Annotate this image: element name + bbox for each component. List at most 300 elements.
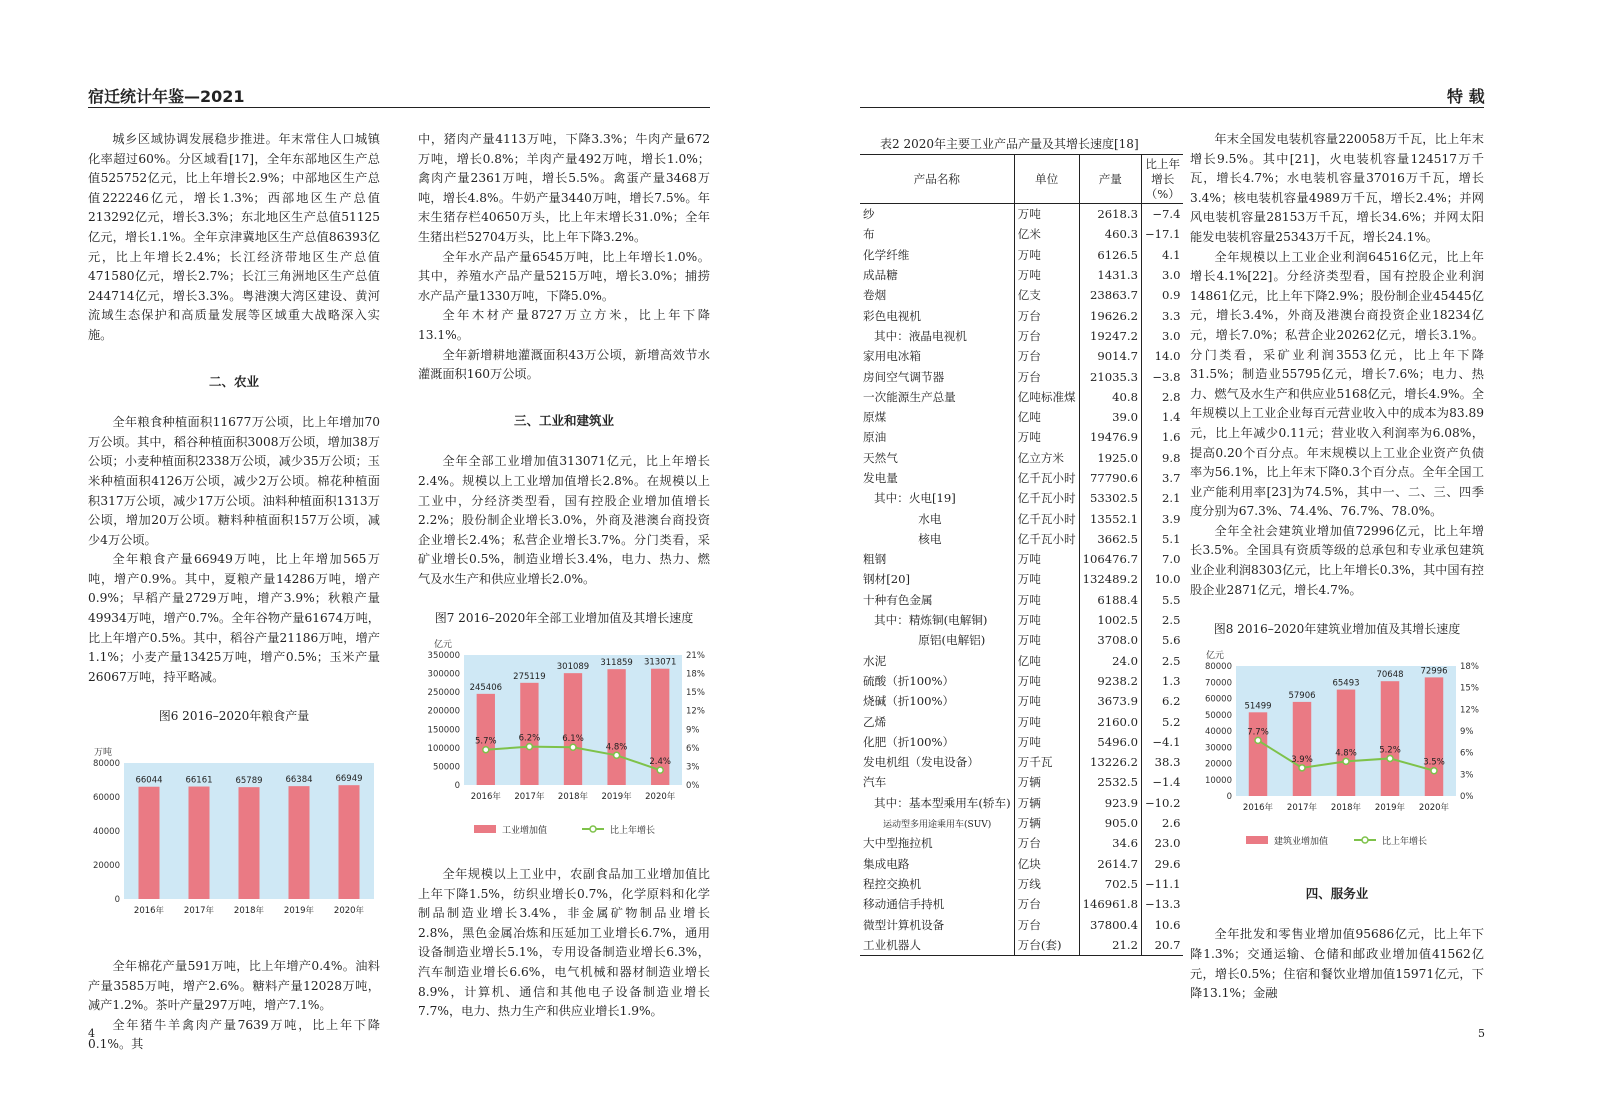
chart-svg [1190, 648, 1484, 858]
table-row [860, 285, 1183, 305]
bar [1381, 681, 1399, 796]
cell-growth: −17.1 [1144, 227, 1181, 242]
figure-caption: 图6 2016–2020年粮食产量 [158, 709, 310, 724]
cell-output: 146961.8 [1079, 894, 1141, 914]
growth-data-label: 5.2% [1379, 745, 1401, 756]
cell-product-name: 水电 [863, 511, 942, 526]
bar [607, 669, 625, 785]
cell-unit: 万台 [1014, 346, 1079, 366]
legend-bar-swatch [1246, 836, 1268, 844]
cell-output: 3708.0 [1079, 630, 1141, 650]
table-row [860, 833, 1183, 853]
y-tick-label: 50000 [432, 762, 460, 773]
table-row [860, 752, 1183, 772]
cell-unit: 万吨 [1014, 245, 1079, 265]
y-tick-label: 70000 [1204, 678, 1232, 689]
header-rule-left [88, 107, 710, 108]
paragraph: 全年全社会建筑业增加值72996亿元，比上年增长3.5%。全国具有资质等级的总承包和专业承包建筑业企业利润8303亿元，比上年增长0.3%，其中国有控股企业2871亿元，增长4.7%。 [1190, 523, 1484, 597]
paragraph: 全年批发和零售业增加值95686亿元，比上年下降1.3%；交通运输、仓储和邮政业增加值41562亿元，增长0.5%；住宿和餐饮业增加值15971亿元，下降13.1%；金融 [1190, 927, 1484, 1001]
growth-point [1255, 737, 1261, 743]
growth-data-label: 4.8% [1335, 748, 1357, 759]
chart-svg [418, 637, 710, 847]
y2-tick-label: 6% [1460, 748, 1474, 759]
cell-growth: 29.6 [1154, 856, 1181, 871]
cell-output: 106476.7 [1079, 549, 1141, 569]
y-tick-label: 0 [454, 781, 460, 792]
cell-output: 3673.9 [1079, 691, 1141, 711]
y2-tick-label: 12% [686, 706, 705, 717]
cell-growth: −4.1 [1152, 734, 1181, 749]
x-tick-label: 2016年 [1242, 802, 1274, 813]
bar [289, 786, 310, 899]
legend-line-marker [1362, 837, 1368, 843]
y-tick-label: 50000 [1204, 710, 1232, 721]
cell-growth: 10.6 [1154, 917, 1181, 932]
cell-product-name: 运动型多用途乘用车(SUV) [863, 819, 992, 830]
bar-data-label: 301089 [556, 662, 590, 673]
y-tick-label: 0 [1226, 791, 1232, 802]
header-rule-right [860, 107, 1484, 108]
cell-unit: 万辆 [1014, 793, 1079, 813]
table-row [860, 529, 1183, 549]
cell-unit: 亿千瓦小时 [1014, 529, 1079, 549]
y2-tick-label: 3% [686, 762, 700, 773]
y2-tick-label: 3% [1460, 770, 1474, 781]
cell-product-name: 钢材[20] [863, 572, 910, 587]
paragraph: 年末全国发电装机容量220058万千瓦，比上年末增长9.5%。其中[21]，火电装机容量124517万千瓦，增长4.7%；水电装机容量37016万千瓦，增长3.4%；核电装机容量4989万千瓦，增长2.4%；并网风电装机容量28153万千瓦，增长34.6%；并网太阳能发电装机容量25343万千瓦，增长24.1%。 [1190, 132, 1484, 244]
cell-growth: 3.0 [1162, 328, 1181, 343]
y-axis-unit: 万吨 [94, 748, 113, 759]
cell-growth: 3.0 [1162, 268, 1181, 283]
cell-output: 702.5 [1079, 874, 1141, 894]
growth-data-label: 4.8% [605, 742, 628, 753]
cell-unit: 万吨 [1014, 569, 1079, 589]
cell-output: 39.0 [1079, 407, 1141, 427]
legend-bar-swatch [474, 825, 496, 833]
cell-growth: −3.8 [1152, 369, 1181, 384]
cell-output: 40.8 [1079, 387, 1141, 407]
growth-data-label: 7.7% [1247, 727, 1269, 738]
cell-product-name: 发电量 [863, 471, 898, 485]
page-number-right: 5 [1478, 1027, 1485, 1040]
figure-caption: 图8 2016–2020年建筑业增加值及其增长速度 [1213, 622, 1461, 637]
paragraph: 全年全部工业增加值313071亿元，比上年增长2.4%。规模以上工业增加值增长2.8%。在规模以上工业中，分经济类型看，国有控股企业增加值增长2.2%；股份制企业增长3.0%，外商及港澳台商投资企业增长2.4%；私营企业增长3.7%。分门类看，采矿业增长0.5%，制造业增长3.4%，电力、热力、燃气及水生产和供应业增长2.0%。 [418, 454, 710, 586]
cell-unit: 万吨 [1014, 590, 1079, 610]
cell-product-name: 其中：火电[19] [863, 491, 956, 506]
section-heading: 三、工业和建筑业 [513, 412, 614, 428]
cell-product-name: 硫酸（折100%） [863, 673, 955, 688]
cell-output: 6188.4 [1079, 590, 1141, 610]
bar [239, 787, 260, 899]
growth-point [1431, 768, 1437, 774]
x-tick-label: 2019年 [601, 792, 632, 803]
y-tick-label: 20000 [92, 861, 120, 872]
cell-growth: 2.1 [1162, 491, 1181, 506]
table-row [860, 914, 1183, 934]
cell-growth: 5.2 [1162, 714, 1181, 729]
table-row [860, 691, 1183, 711]
col-header-growth: 比上年增长（%） [1141, 155, 1183, 204]
growth-data-label: 5.7% [474, 736, 497, 747]
y2-tick-label: 15% [686, 688, 705, 699]
cell-product-name: 天然气 [863, 450, 898, 465]
cell-output: 9014.7 [1079, 346, 1141, 366]
cell-product-name: 纱 [863, 207, 875, 222]
table-row [860, 387, 1183, 407]
cell-product-name: 工业机器人 [860, 935, 1014, 956]
cell-product-name: 房间空气调节器 [863, 369, 945, 384]
y-tick-label: 200000 [427, 706, 460, 717]
running-header-right: 特 载 [1447, 87, 1485, 106]
cell-unit: 万吨 [1014, 610, 1079, 630]
cell-unit: 亿吨 [1014, 651, 1079, 671]
bar-data-label: 65789 [235, 776, 263, 787]
cell-output: 1431.3 [1079, 265, 1141, 285]
legend-bar-label: 工业增加值 [502, 826, 548, 837]
cell-product-name: 原煤 [863, 410, 887, 425]
cell-unit: 万吨 [1014, 204, 1079, 225]
cell-unit: 万吨 [1014, 630, 1079, 650]
cell-unit: 亿米 [1014, 224, 1079, 244]
table-row [860, 874, 1183, 894]
cell-output: 460.3 [1079, 224, 1141, 244]
x-tick-label: 2020年 [333, 906, 365, 917]
cell-product-name: 汽车 [863, 775, 887, 790]
table-row [860, 427, 1183, 447]
growth-point [614, 752, 620, 758]
running-header-left: 宿迁统计年鉴—2021 [88, 87, 245, 106]
cell-product-name: 化肥（折100%） [863, 734, 955, 749]
chart-fig7 [418, 637, 710, 847]
paragraph: 中，猪肉产量4113万吨，下降3.3%；牛肉产量672万吨，增长0.8%；羊肉产量492万吨，增长1.0%；禽肉产量2361万吨，增长5.5%。禽蛋产量3468万吨，增长4.8%。牛奶产量3440万吨，增长7.5%。年末生猪存栏40650万头，比上年末增长31.0%；全年生猪出栏52704万头，比上年下降3.2%。 [418, 132, 710, 244]
cell-unit: 亿千瓦小时 [1014, 508, 1079, 528]
cell-output: 24.0 [1079, 651, 1141, 671]
y-axis-unit: 亿元 [1206, 650, 1225, 661]
y-tick-label: 10000 [1204, 775, 1232, 786]
y-tick-label: 250000 [427, 688, 460, 699]
bar [1293, 702, 1311, 796]
y2-tick-label: 18% [686, 669, 705, 680]
cell-output: 132489.2 [1079, 569, 1141, 589]
cell-unit: 亿块 [1014, 854, 1079, 874]
table-row [860, 326, 1183, 346]
cell-product-name: 原油 [863, 430, 887, 445]
y-tick-label: 60000 [92, 793, 120, 804]
legend-line-marker [590, 826, 596, 832]
x-tick-label: 2019年 [283, 906, 315, 917]
table-row [860, 549, 1183, 569]
cell-unit: 亿千瓦小时 [1014, 468, 1079, 488]
cell-growth: 23.0 [1154, 836, 1181, 851]
y-tick-label: 80000 [1204, 661, 1232, 672]
x-tick-label: 2016年 [133, 906, 165, 917]
paragraph: 全年新增耕地灌溉面积43万公顷，新增高效节水灌溉面积160万公顷。 [418, 347, 710, 382]
cell-growth: 38.3 [1154, 755, 1181, 770]
y-tick-label: 40000 [92, 827, 120, 838]
table-row [860, 265, 1183, 285]
cell-unit: 万台 [1014, 894, 1079, 914]
cell-product-name: 大中型拖拉机 [863, 836, 933, 851]
cell-unit: 万千瓦 [1014, 752, 1079, 772]
table-row [860, 772, 1183, 792]
y2-tick-label: 18% [1460, 661, 1479, 672]
x-tick-label: 2019年 [1374, 802, 1406, 813]
cell-growth: 2.6 [1162, 816, 1181, 831]
product-output-table [860, 154, 1183, 956]
table-row [860, 630, 1183, 650]
cell-unit: 万台 [1014, 326, 1079, 346]
table-row [860, 488, 1183, 508]
cell-product-name: 烧碱（折100%） [863, 694, 955, 709]
section-heading: 二、农业 [208, 373, 259, 389]
y2-tick-label: 15% [1460, 683, 1479, 694]
cell-output: 2618.3 [1079, 204, 1141, 225]
cell-output: 9238.2 [1079, 671, 1141, 691]
bar [564, 673, 582, 785]
bar-data-label: 66384 [285, 775, 313, 786]
cell-product-name: 核电 [863, 531, 942, 546]
cell-unit: 万吨 [1014, 711, 1079, 731]
cell-output: 6126.5 [1079, 245, 1141, 265]
cell-output: 77790.6 [1079, 468, 1141, 488]
cell-output: 23863.7 [1079, 285, 1141, 305]
cell-unit: 万台 [1014, 914, 1079, 934]
cell-unit: 亿吨 [1014, 407, 1079, 427]
table-row [860, 590, 1183, 610]
bar-data-label: 275119 [513, 671, 546, 682]
cell-output: 21035.3 [1079, 366, 1141, 386]
legend-line-label: 比上年增长 [610, 826, 656, 837]
cell-product-name: 家用电冰箱 [863, 349, 921, 364]
cell-growth: 3.3 [1162, 308, 1181, 323]
x-tick-label: 2017年 [1286, 802, 1318, 813]
x-tick-label: 2020年 [645, 792, 676, 803]
cell-product-name: 卷烟 [863, 288, 887, 303]
bar [1337, 689, 1355, 795]
table-row [860, 407, 1183, 427]
table-row [860, 245, 1183, 265]
growth-point [1299, 765, 1305, 771]
cell-growth: 5.5 [1162, 592, 1181, 607]
growth-point [570, 744, 576, 750]
cell-growth: 9.8 [1162, 450, 1181, 465]
y2-tick-label: 0% [1460, 791, 1474, 802]
cell-output: 19476.9 [1079, 427, 1141, 447]
legend-bar-label: 建筑业增加值 [1274, 836, 1329, 847]
bar-data-label: 313071 [643, 657, 677, 668]
table-row [860, 224, 1183, 244]
cell-unit: 万吨 [1014, 265, 1079, 285]
cell-growth: 2.8 [1162, 389, 1181, 404]
cell-growth: 2.5 [1162, 653, 1181, 668]
table-row [860, 508, 1183, 528]
bar [1425, 677, 1443, 796]
cell-unit: 万辆 [1014, 813, 1079, 833]
bar-data-label: 66044 [135, 775, 163, 786]
section-heading: 四、服务业 [1305, 885, 1369, 901]
cell-output: 5496.0 [1079, 732, 1141, 752]
cell-output: 923.9 [1079, 793, 1141, 813]
cell-product-name: 布 [863, 227, 875, 242]
bar-data-label: 66161 [185, 775, 213, 786]
table-row [860, 793, 1183, 813]
x-tick-label: 2017年 [183, 906, 215, 917]
cell-growth: −11.1 [1144, 876, 1181, 891]
cell-output: 19626.2 [1079, 305, 1141, 325]
text-column-2 [418, 130, 710, 1022]
table-title: 表2 2020年主要工业产品产量及其增长速度[18] [880, 137, 1139, 151]
cell-unit: 万吨 [1014, 549, 1079, 569]
cell-growth: −7.4 [1152, 207, 1181, 222]
col-header-output: 产量 [1079, 155, 1141, 204]
y2-tick-label: 9% [1460, 726, 1474, 737]
bar [189, 787, 210, 899]
cell-growth: 7.0 [1162, 552, 1181, 567]
cell-unit: 万台 [1014, 305, 1079, 325]
growth-point [1387, 755, 1393, 761]
bar-data-label: 51499 [1244, 701, 1272, 712]
growth-point [1343, 758, 1349, 764]
cell-unit: 亿吨标准煤 [1014, 387, 1079, 407]
cell-unit: 亿支 [1014, 285, 1079, 305]
cell-output: 13226.2 [1079, 752, 1141, 772]
cell-product-name: 原铝(电解铝) [863, 633, 986, 648]
y-axis-unit: 亿元 [434, 640, 453, 651]
x-tick-label: 2020年 [1418, 802, 1450, 813]
bar [1249, 712, 1267, 796]
cell-product-name: 其中：精炼铜(电解铜) [863, 613, 988, 628]
cell-output: 53302.5 [1079, 488, 1141, 508]
bar-data-label: 72996 [1420, 666, 1448, 677]
y-tick-label: 20000 [1204, 759, 1232, 770]
bar-data-label: 311859 [600, 658, 633, 669]
cell-product-name: 乙烯 [863, 714, 887, 729]
table-row [860, 569, 1183, 589]
cell-growth: 4.1 [1162, 247, 1181, 262]
cell-growth: 0.9 [1162, 288, 1181, 303]
paragraph: 全年水产品产量6545万吨，比上年增长1.0%。其中，养殖水产品产量5215万吨，增长3.0%；捕捞水产品产量1330万吨，下降5.0%。 [418, 249, 710, 303]
table-row [860, 671, 1183, 691]
figure-caption: 图7 2016–2020年全部工业增加值及其增长速度 [434, 611, 694, 626]
text-column-1 [88, 130, 380, 1055]
table-row [860, 305, 1183, 325]
growth-point [526, 744, 532, 750]
x-tick-label: 2018年 [1330, 802, 1362, 813]
cell-output: 2614.7 [1079, 854, 1141, 874]
y-tick-label: 300000 [427, 669, 460, 680]
paragraph: 全年木材产量8727万立方米，比上年下降13.1%。 [418, 308, 710, 342]
cell-product-name: 彩色电视机 [863, 308, 921, 323]
paragraph: 全年规模以上工业中，农副食品加工业增加值比上年下降1.5%，纺织业增长0.7%，化学原料和化学制品制造业增长3.4%，非金属矿物制品业增长2.8%，黑色金属冶炼和压延加工业增长6.7%，通用设备制造业增长5.1%，专用设备制造业增长6.3%，汽车制造业增长6.6%，电气机械和器材制造业增长8.9%，计算机、通信和其他电子设备制造业增长7.7%，电力、热力生产和供应业增长1.9%。 [418, 867, 710, 1019]
cell-growth: 1.6 [1162, 430, 1181, 445]
paragraph: 全年棉花产量591万吨，比上年增产0.4%。油料产量3585万吨，增产2.6%。糖料产量12028万吨，减产1.2%。茶叶产量297万吨，增产7.1%。 [88, 959, 380, 1013]
cell-product-name: 成品糖 [863, 268, 898, 283]
cell-unit: 万吨 [1014, 427, 1079, 447]
cell-growth: −1.4 [1152, 775, 1181, 790]
y-tick-label: 150000 [427, 725, 460, 736]
x-tick-label: 2018年 [557, 792, 589, 803]
table-row [860, 346, 1183, 366]
cell-output: 2160.0 [1079, 711, 1141, 731]
table-row [860, 732, 1183, 752]
cell-product-name: 一次能源生产总量 [863, 389, 956, 404]
table-row [860, 935, 1183, 956]
cell-growth: 3.7 [1162, 471, 1181, 485]
paragraph: 全年粮食产量66949万吨，比上年增加565万吨，增产0.9%。其中，夏粮产量14286万吨，增产0.9%；早稻产量2729万吨，增产3.9%；秋粮产量49934万吨，增产0.7%。全年谷物产量61674万吨，比上年增产0.5%。其中，稻谷产量21186万吨，增产1.1%；小麦产量13425万吨，增产0.5%；玉米产量26067万吨，持平略减。 [88, 552, 380, 684]
cell-unit: 万辆 [1014, 772, 1079, 792]
cell-output: 1002.5 [1079, 610, 1141, 630]
page-number-left: 4 [88, 1027, 95, 1040]
cell-unit: 亿千瓦小时 [1014, 488, 1079, 508]
text-column-4 [1190, 130, 1484, 1004]
chart-fig8 [1190, 648, 1484, 858]
y-tick-label: 100000 [427, 743, 460, 754]
cell-product-name: 粗钢 [863, 552, 887, 567]
table-row [860, 468, 1183, 488]
cell-output: 21.2 [1079, 935, 1141, 956]
growth-data-label: 6.1% [562, 734, 584, 745]
cell-unit: 万台(套) [1014, 935, 1079, 956]
x-tick-label: 2018年 [233, 906, 265, 917]
table-row [860, 894, 1183, 914]
cell-output: 2532.5 [1079, 772, 1141, 792]
col-header-name: 产品名称 [860, 155, 1014, 204]
table-row [860, 854, 1183, 874]
cell-growth: 5.1 [1162, 531, 1181, 546]
growth-data-label: 3.9% [1291, 754, 1313, 765]
col-header-unit: 单位 [1014, 155, 1079, 204]
cell-growth: −10.2 [1144, 795, 1181, 810]
table-row [860, 651, 1183, 671]
x-tick-label: 2016年 [470, 792, 501, 803]
cell-growth: 6.2 [1162, 694, 1181, 709]
table-row [860, 610, 1183, 630]
cell-product-name: 移动通信手持机 [863, 897, 945, 912]
bar-data-label: 70648 [1376, 670, 1404, 681]
paragraph: 全年规模以上工业企业利润64516亿元，比上年增长4.1%[22]。分经济类型看，国有控股企业利润14861亿元，比上年下降2.9%；股份制企业45445亿元，增长3.4%，外商及港澳台商投资企业18234亿元，增长7.0%；私营企业20262亿元，增长3.1%。分门类看，采矿业利润3553亿元，比上年下降31.5%；制造业55795亿元，增长7.6%；电力、热力、燃气及水生产和供应业5168亿元，增长4.9%。全年规模以上工业企业每百元营业收入中的成本为83.89元，比上年减少0.11元；营业收入利润率为6.08%，提高0.20个百分点。年末规模以上工业企业资产负债率为56.1%，比上年末下降0.3个百分点。全年全国工业产能利用率[23]为74.5%，其中一、二、三、四季度分别为67.3%、74.4%、76.7%、78.0%。 [1190, 249, 1484, 519]
growth-point [657, 767, 663, 773]
y-tick-label: 30000 [1204, 743, 1232, 754]
bar-data-label: 245406 [469, 682, 503, 693]
table-row [860, 204, 1183, 225]
paragraph: 全年粮食种植面积11677万公顷，比上年增加70万公顷。其中，稻谷种植面积3008万公顷，增加38万公顷；小麦种植面积2338万公顷，减少35万公顷；玉米种植面积4126万公顷，减少2万公顷。棉花种植面积317万公顷，减少17万公顷。油料种植面积1313万公顷，增加20万公顷。糖料种植面积157万公顷，减少4万公顷。 [88, 415, 380, 547]
bar-data-label: 66949 [335, 774, 363, 785]
cell-unit: 万线 [1014, 874, 1079, 894]
growth-data-label: 6.2% [518, 733, 541, 744]
bar [139, 787, 160, 899]
cell-growth: 1.3 [1162, 673, 1181, 688]
cell-unit: 万台 [1014, 833, 1079, 853]
table-row [860, 711, 1183, 731]
growth-data-label: 2.4% [649, 757, 672, 768]
table-row [860, 448, 1183, 468]
table-row [860, 366, 1183, 386]
cell-growth: 2.5 [1162, 613, 1181, 628]
paragraph: 城乡区域协调发展稳步推进。年末常住人口城镇化率超过60%。分区域看[17]，全年东部地区生产总值525752亿元，比上年增长2.9%；中部地区生产总值222246亿元，增长1.3%；西部地区生产总值213292亿元，增长3.3%；东北地区生产总值51125亿元，增长1.1%。全年京津冀地区生产总值86393亿元，比上年增长2.4%；长江经济带地区生产总值471580亿元，增长2.7%；长江三角洲地区生产总值244714亿元，增长3.3%。粤港澳大湾区建设、黄河流域生态保护和高质量发展等区域重大战略深入实施。 [88, 132, 380, 342]
cell-product-name: 水泥 [863, 653, 887, 668]
cell-product-name: 十种有色金属 [863, 592, 933, 607]
cell-output: 37800.4 [1079, 914, 1141, 934]
cell-product-name: 程控交换机 [863, 876, 921, 891]
cell-product-name: 其中：基本型乘用车(轿车) [863, 795, 1011, 810]
cell-unit: 万吨 [1014, 691, 1079, 711]
y2-tick-label: 6% [686, 743, 700, 754]
bar [339, 785, 360, 899]
y2-tick-label: 12% [1460, 705, 1479, 716]
cell-output: 3662.5 [1079, 529, 1141, 549]
cell-growth: 10.0 [1154, 572, 1181, 587]
cell-product-name: 微型计算机设备 [863, 917, 945, 932]
